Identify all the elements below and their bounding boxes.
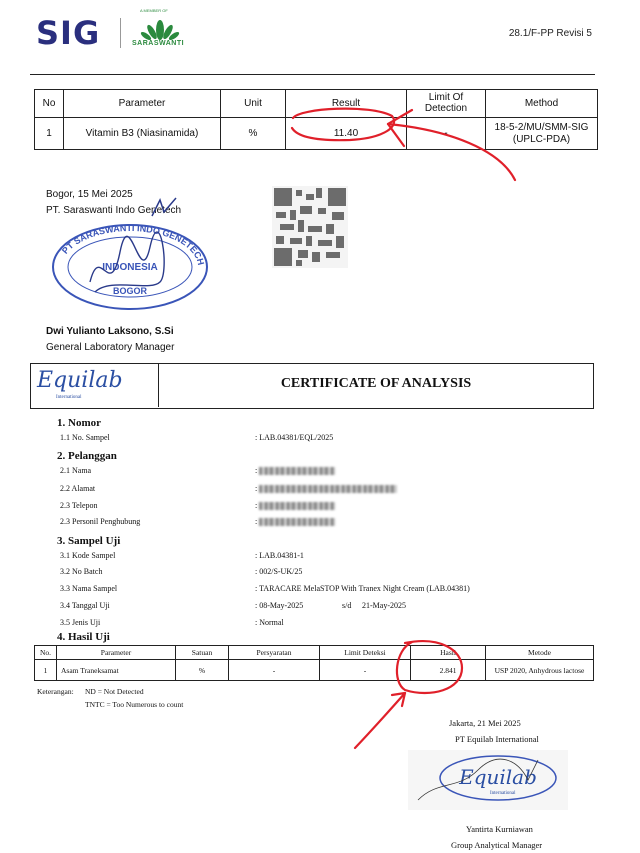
redacted-text — [259, 502, 335, 510]
keterangan-tntc: TNTC = Too Numerous to count — [85, 700, 184, 709]
cell-result: 11.40 — [286, 118, 407, 150]
col-header-limit: Limit Of Detection — [407, 90, 486, 118]
value-nama-sampel: : TARACARE MelaSTOP With Tranex Night Cream (LAB.04381) — [255, 584, 470, 593]
section-pelanggan-heading: 2. Pelanggan — [57, 450, 117, 462]
certificate-title: CERTIFICATE OF ANALYSIS — [280, 376, 472, 391]
keterangan-label: Keterangan: — [37, 687, 74, 696]
stamp-text-mid: INDONESIA — [102, 262, 158, 273]
value-alamat: : — [255, 484, 397, 493]
hasil-uji-table — [34, 645, 594, 681]
hasil-arrow-line — [355, 693, 405, 748]
label-tanggal-uji: 3.4 Tanggal Uji — [60, 601, 110, 610]
redacted-text — [259, 467, 335, 475]
col-header-persyaratan: Persyaratan — [229, 646, 320, 660]
value-tanggal-uji: : 08-May-2025 — [255, 601, 304, 610]
col-header-no: No — [35, 90, 64, 118]
col-header-satuan: Satuan — [176, 646, 229, 660]
company-stamp — [50, 222, 210, 312]
col-header-result: Result — [286, 90, 407, 118]
col-header-method: Method — [486, 90, 598, 118]
label-nama-sampel: 3.3 Nama Sampel — [60, 584, 118, 593]
stamp-text-bottom: BOGOR — [112, 286, 148, 296]
equilab-company: PT Equilab International — [455, 734, 539, 744]
equilab-signer-title: Group Analytical Manager — [451, 840, 543, 850]
section-sampel-heading: 3. Sampel Uji — [57, 535, 121, 547]
section-nomor-heading: 1. Nomor — [57, 417, 101, 429]
value-nama: : — [255, 466, 335, 475]
col-header-limit-deteksi: Limit Deteksi — [320, 646, 411, 660]
sig-signer-title: General Laboratory Manager — [46, 342, 175, 353]
equilab-stamp — [408, 750, 568, 810]
section-hasil-heading: 4. Hasil Uji — [57, 631, 110, 643]
col-header-parameter: Parameter — [57, 646, 176, 660]
cell-no: 1 — [35, 660, 57, 681]
stamp-text-top: PT SARASWANTI INDO GENETECH — [59, 222, 206, 267]
equilab-signer-name: Yantirta Kurniawan — [466, 824, 533, 834]
value-tanggal-uji-end: 21-May-2025 — [362, 601, 406, 610]
value-jenis-uji: : Normal — [255, 618, 284, 627]
equilab-place-date: Jakarta, 21 Mei 2025 — [449, 718, 521, 728]
cell-parameter: Vitamin B3 (Niasinamida) — [64, 118, 221, 150]
label-alamat: 2.2 Alamat — [60, 484, 96, 493]
label-telepon: 2.3 Telepon — [60, 501, 98, 510]
cell-metode: USP 2020, Anhydrous lactose — [486, 660, 594, 681]
table-row — [35, 118, 598, 150]
member-of-text: A MEMBER OF — [140, 8, 168, 13]
label-no-sampel: 1.1 No. Sampel — [60, 433, 110, 442]
cell-limit-deteksi: - — [320, 660, 411, 681]
col-header-unit: Unit — [221, 90, 286, 118]
value-personil: : — [255, 517, 335, 526]
col-header-parameter: Parameter — [64, 90, 221, 118]
cell-unit: % — [221, 118, 286, 150]
redacted-text — [259, 518, 335, 526]
sig-company: PT. Saraswanti Indo Genetech — [46, 205, 182, 216]
cell-persyaratan: - — [229, 660, 320, 681]
equilab-logo: Equilab — [37, 368, 123, 393]
cell-hasil: 2.841 — [411, 660, 486, 681]
label-jenis-uji: 3.5 Jenis Uji — [60, 618, 101, 627]
cell-parameter: Asam Traneksamat — [57, 660, 176, 681]
table-header-row — [35, 646, 594, 660]
col-header-metode: Metode — [486, 646, 594, 660]
cell-satuan: % — [176, 660, 229, 681]
value-no-sampel: : LAB.04381/EQL/2025 — [255, 433, 334, 442]
hasil-arrow-head — [392, 693, 405, 706]
label-kode-sampel: 3.1 Kode Sampel — [60, 551, 116, 560]
col-header-no: No. — [35, 646, 57, 660]
sig-place-date: Bogor, 15 Mei 2025 — [46, 189, 133, 200]
keterangan-nd: ND = Not Detected — [85, 687, 144, 696]
label-no-batch: 3.2 No Batch — [60, 567, 103, 576]
cell-method: 18-5-2/MU/SMM-SIG (UPLC-PDA) — [486, 118, 598, 150]
col-header-hasil: Hasil — [411, 646, 486, 660]
logo-divider — [120, 18, 121, 48]
sig-result-table — [34, 89, 598, 150]
label-personil: 2.3 Personil Penghubung — [60, 517, 141, 526]
cell-no: 1 — [35, 118, 64, 150]
equilab-logo-sub: International — [56, 395, 82, 400]
equilab-stamp-sub: International — [490, 791, 516, 796]
sig-logo: SIG — [36, 14, 101, 52]
value-telepon: : — [255, 501, 335, 510]
qr-code-image — [272, 186, 348, 268]
equilab-stamp-logo: Equilab — [459, 765, 537, 789]
signature-mark — [150, 196, 180, 220]
value-kode-sampel: : LAB.04381-1 — [255, 551, 304, 560]
value-no-batch: : 002/S-UK/25 — [255, 567, 303, 576]
label-nama: 2.1 Nama — [60, 466, 92, 475]
table-header-row — [35, 90, 598, 118]
document-code: 28.1/F-PP Revisi 5 — [508, 28, 592, 39]
redacted-text — [259, 485, 397, 493]
sig-signer-name: Dwi Yulianto Laksono, S.Si — [46, 326, 174, 337]
header-divider — [30, 74, 595, 75]
table-row — [35, 660, 594, 681]
date-range-separator: s/d — [342, 601, 352, 610]
cell-limit: - — [407, 118, 486, 150]
saraswanti-logo-text: SARASWANTI — [132, 40, 185, 47]
